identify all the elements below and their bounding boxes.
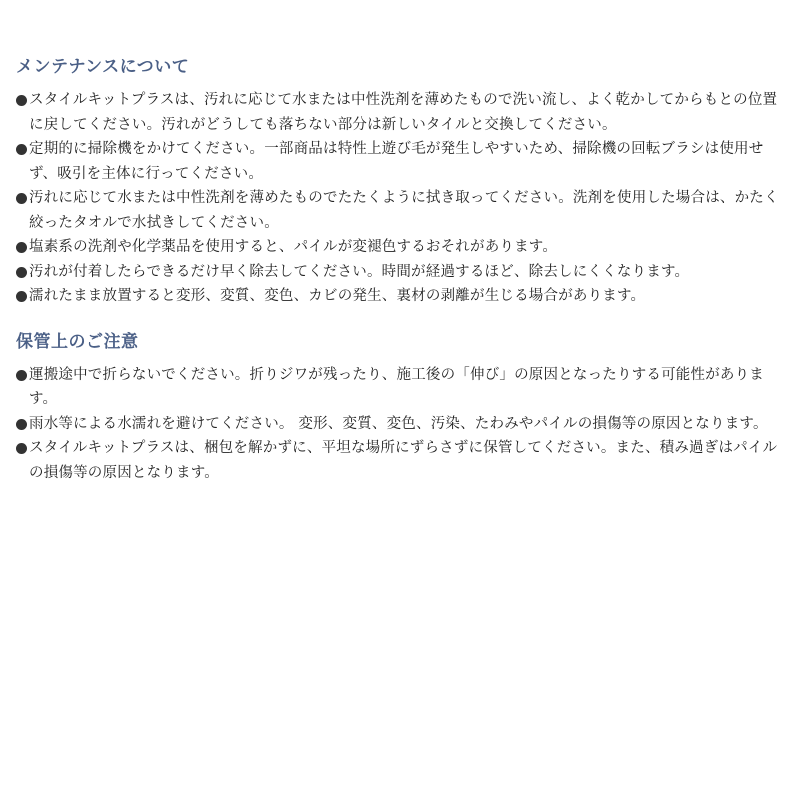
maintenance-item [16, 235, 788, 260]
maintenance-item-text: 汚れに応じて水または中性洗剤を薄めたものでたたくように拭き取ってください。洗剤を使用した場合は、かたく絞ったタオルで水拭きしてください。 [29, 190, 779, 231]
bullet-icon [16, 95, 27, 106]
storage-item [16, 363, 788, 412]
maintenance-list [16, 88, 788, 309]
maintenance-section [16, 52, 788, 309]
storage-heading: 保管上のご注意 [16, 331, 139, 352]
storage-item [16, 412, 788, 437]
bullet-icon [16, 291, 27, 302]
storage-item-text: 雨水等による水濡れを避けてください。 変形、変質、変色、汚染、たわみやパイルの損傷等の原因となります。 [29, 415, 768, 432]
bullet-icon [16, 242, 27, 253]
maintenance-item [16, 88, 788, 137]
storage-list [16, 363, 788, 486]
maintenance-item-text: 塩素系の洗剤や化学薬品を使用すると、パイルが変褪色するおそれがあります。 [29, 239, 558, 255]
bullet-icon [16, 443, 27, 454]
bullet-icon [16, 267, 27, 278]
bullet-icon [16, 370, 27, 381]
storage-item-text: 運搬途中で折らないでください。折りジワが残ったり、施工後の「伸び」の原因となったりする可能性があります。 [29, 366, 764, 407]
maintenance-heading: メンテナンスについて [16, 57, 190, 77]
maintenance-item [16, 186, 788, 235]
bullet-icon [16, 419, 27, 430]
maintenance-item-text: 定期的に掃除機をかけてください。一部商品は特性上遊び毛が発生しやすいため、掃除機の回転ブラシは使用せず、吸引を主体に行ってください。 [29, 141, 764, 182]
maintenance-item [16, 260, 788, 285]
bullet-icon [16, 144, 27, 155]
bullet-icon [16, 193, 27, 204]
maintenance-item [16, 284, 788, 309]
storage-item [16, 436, 788, 485]
maintenance-item-text: スタイルキットプラスは、汚れに応じて水または中性洗剤を薄めたもので洗い流し、よく乾かしてからもとの位置に戻してください。汚れがどうしても落ちない部分は新しいタイルと交換してください。 [29, 92, 778, 133]
storage-section [16, 327, 788, 486]
maintenance-item-text: 濡れたまま放置すると変形、変質、変色、カビの発生、裏材の剥離が生じる場合があります。 [29, 288, 646, 304]
maintenance-item [16, 137, 788, 186]
storage-item-text: スタイルキットプラスは、梱包を解かずに、平坦な場所にずらさずに保管してください。また、積み過ぎはパイルの損傷等の原因となります。 [29, 440, 778, 481]
maintenance-item-text: 汚れが付着したらできるだけ早く除去してください。時間が経過するほど、除去しにくくなります。 [29, 263, 690, 280]
